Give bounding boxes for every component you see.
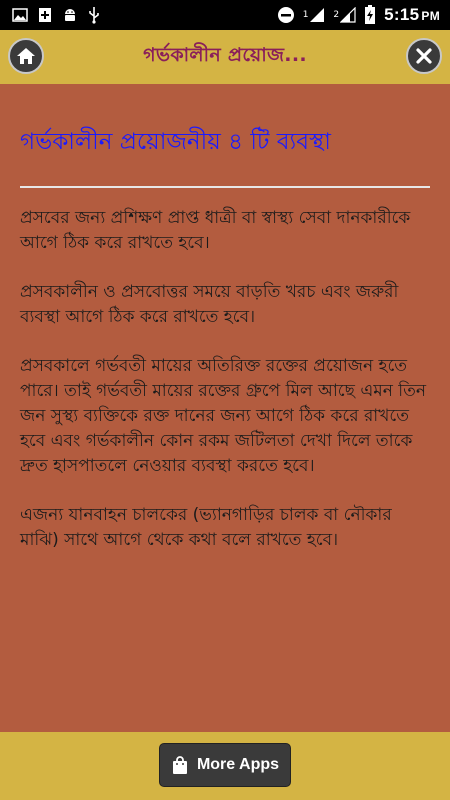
article-paragraph-4: এজন্য যানবাহন চালকের (ভ্যানগাড়ির চালক বা নৌকার মাঝি) সাথে আগে থেকে কথা বলে রাখতে হবে। (20, 505, 392, 550)
article-paragraph-3: প্রসবকালে গর্ভবতী মায়ের অতিরিক্ত রক্তের প্রয়োজন হতে পারে। তাই গর্ভবতী মায়ের রক্তের গ্রুপে মিল আছে এমন তিন জন সুস্থ্য ব্যক্তিকে রক্ত দানের জন্য আগে ঠিক করে রাখতে হবে এবং গর্ভকালীন কোন রকম জটিলতা দেখা দিলে তাকে দ্রুত হাসপাতলে নেওয়ার ব্যবস্থা করতে হবে। (20, 356, 427, 476)
signal-icon-sim2 (333, 7, 356, 23)
home-icon (16, 46, 36, 66)
status-time (384, 5, 440, 25)
sim1-label: 1 (302, 10, 309, 20)
shopping-bag-icon (171, 755, 189, 775)
time-value: 5:15 (384, 5, 420, 24)
title-divider (20, 186, 430, 188)
signal-icon-sim1 (303, 7, 326, 23)
sim2-label: 2 (333, 10, 340, 20)
more-apps-button[interactable] (159, 743, 291, 787)
close-button[interactable] (406, 38, 442, 74)
time-ampm: PM (421, 9, 440, 23)
app-header (0, 30, 450, 84)
do-not-disturb-icon (277, 6, 295, 24)
close-icon (415, 47, 433, 65)
footer-bar (0, 732, 450, 800)
gallery-icon (12, 8, 28, 22)
article-paragraph-2: প্রসবকালীন ও প্রসবোত্তর সময়ে বাড়তি খরচ এবং জরুরী ব্যবস্থা আগে ঠিক করে রাখতে হবে। (20, 282, 399, 327)
article-content (0, 84, 450, 732)
more-apps-label: More Apps (196, 756, 280, 773)
usb-icon (88, 6, 100, 24)
battery-charging-icon (364, 5, 376, 25)
article-paragraph-1: প্রসবের জন্য প্রশিক্ষণ প্রাপ্ত ধাত্রী বা স্বাস্থ্য সেবা দানকারীকে আগে ঠিক করে রাখতে হবে। (20, 208, 411, 253)
android-icon (62, 7, 78, 23)
article-title: গর্ভকালীন প্রয়োজনীয় ৪ টি ব্যবস্থা (20, 129, 331, 155)
status-bar (0, 0, 450, 30)
home-button[interactable] (8, 38, 44, 74)
plus-box-icon (38, 7, 52, 23)
header-title: গর্ভকালীন প্রয়োজ... (143, 44, 307, 66)
